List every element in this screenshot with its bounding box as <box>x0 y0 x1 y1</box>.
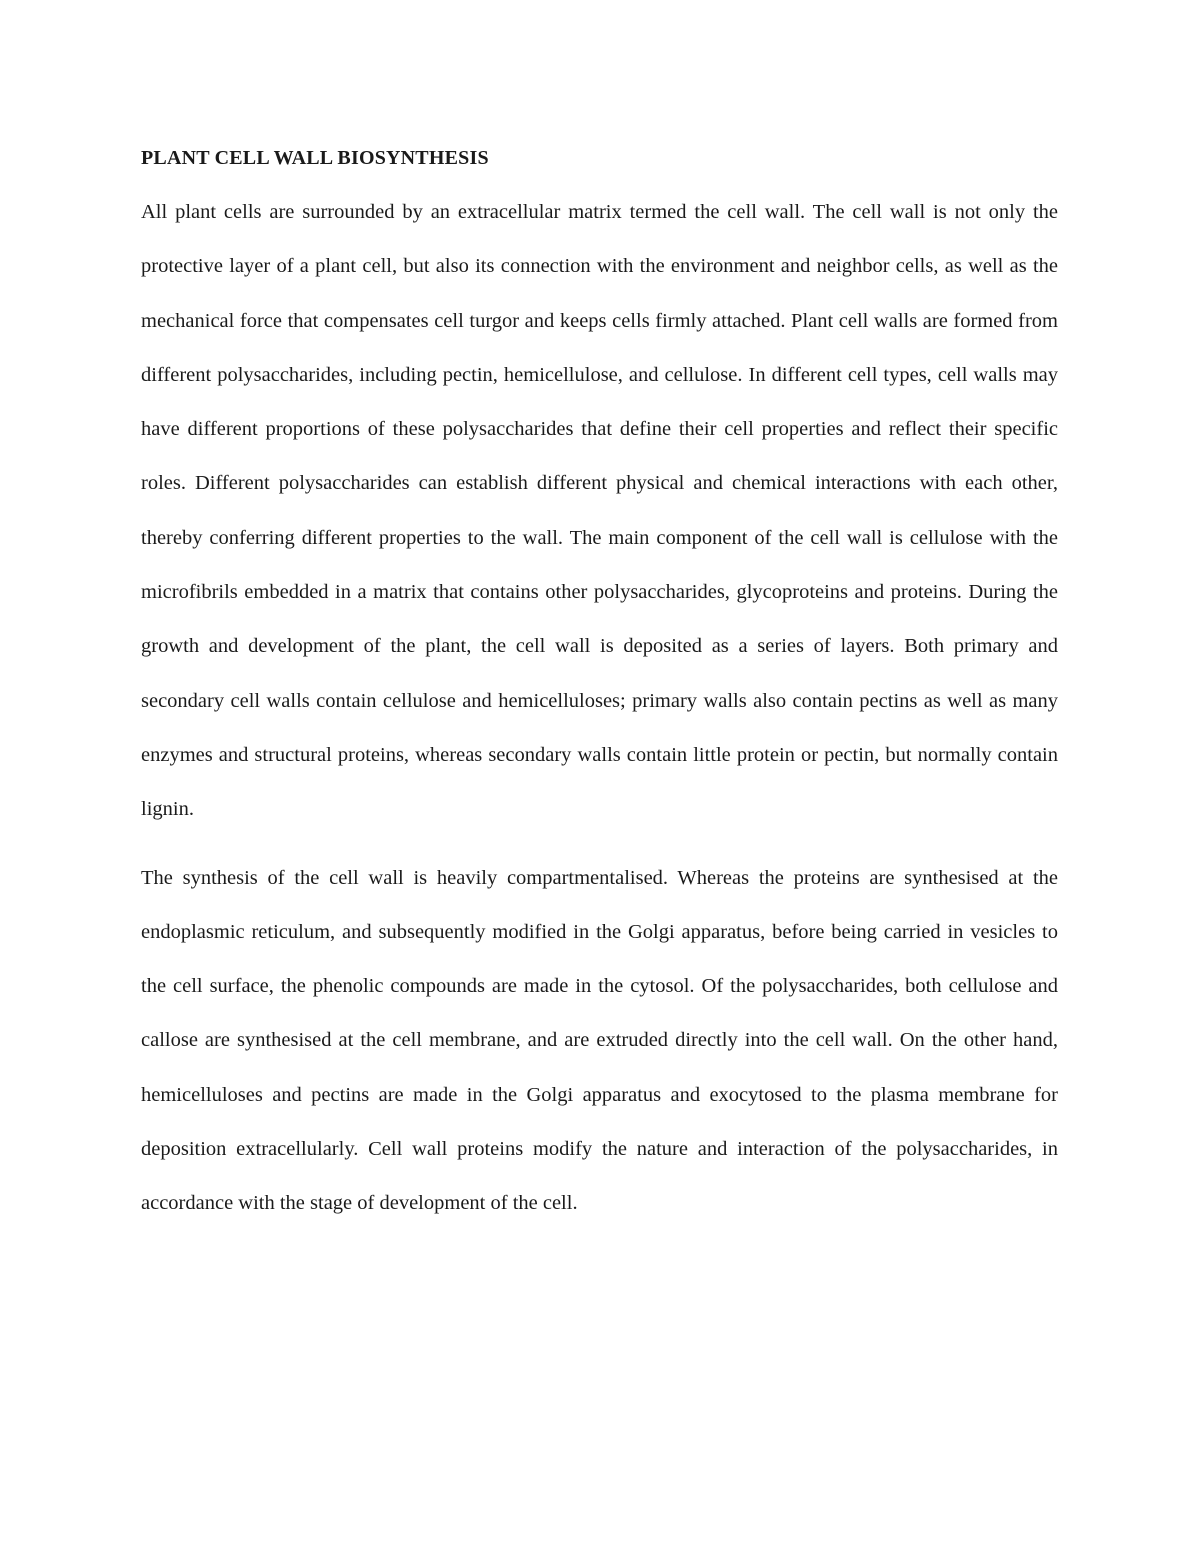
document-body <box>141 131 1058 1231</box>
paragraph-cell-wall-overview: All plant cells are surrounded by an extracellular matrix termed the cell wall. The cell wall is not only the protective layer of a plant cell, but also its connection with the environment and neighbor cells, as well as the mechanical force that compensates cell turgor and keeps cells firmly attached. Plant cell walls are formed from different polysaccharides, including pectin, hemicellulose, and cellulose. In different cell types, cell walls may have different proportions of these polysaccharides that define their cell properties and reflect their specific roles. Different polysaccharides can establish different physical and chemical interactions with each other, thereby conferring different properties to the wall. The main component of the cell wall is cellulose with the microfibrils embedded in a matrix that contains other polysaccharides, glycoproteins and proteins. During the growth and development of the plant, the cell wall is deposited as a series of layers. Both primary and secondary cell walls contain cellulose and hemicelluloses; primary walls also contain pectins as well as many enzymes and structural proteins, whereas secondary walls contain little protein or pectin, but normally contain lignin. <box>141 201 1058 821</box>
paragraph-cell-wall-synthesis: The synthesis of the cell wall is heavily compartmentalised. Whereas the proteins are synthesised at the endoplasmic reticulum, and subsequently modified in the Golgi apparatus, before being carried in vesicles to the cell surface, the phenolic compounds are made in the cytosol. Of the polysaccharides, both cellulose and callose are synthesised at the cell membrane, and are extruded directly into the cell wall. On the other hand, hemicelluloses and pectins are made in the Golgi apparatus and exocytosed to the plasma membrane for deposition extracellularly. Cell wall proteins modify the nature and interaction of the polysaccharides, in accordance with the stage of development of the cell. <box>141 866 1058 1215</box>
document-title: PLANT CELL WALL BIOSYNTHESIS <box>141 147 489 169</box>
